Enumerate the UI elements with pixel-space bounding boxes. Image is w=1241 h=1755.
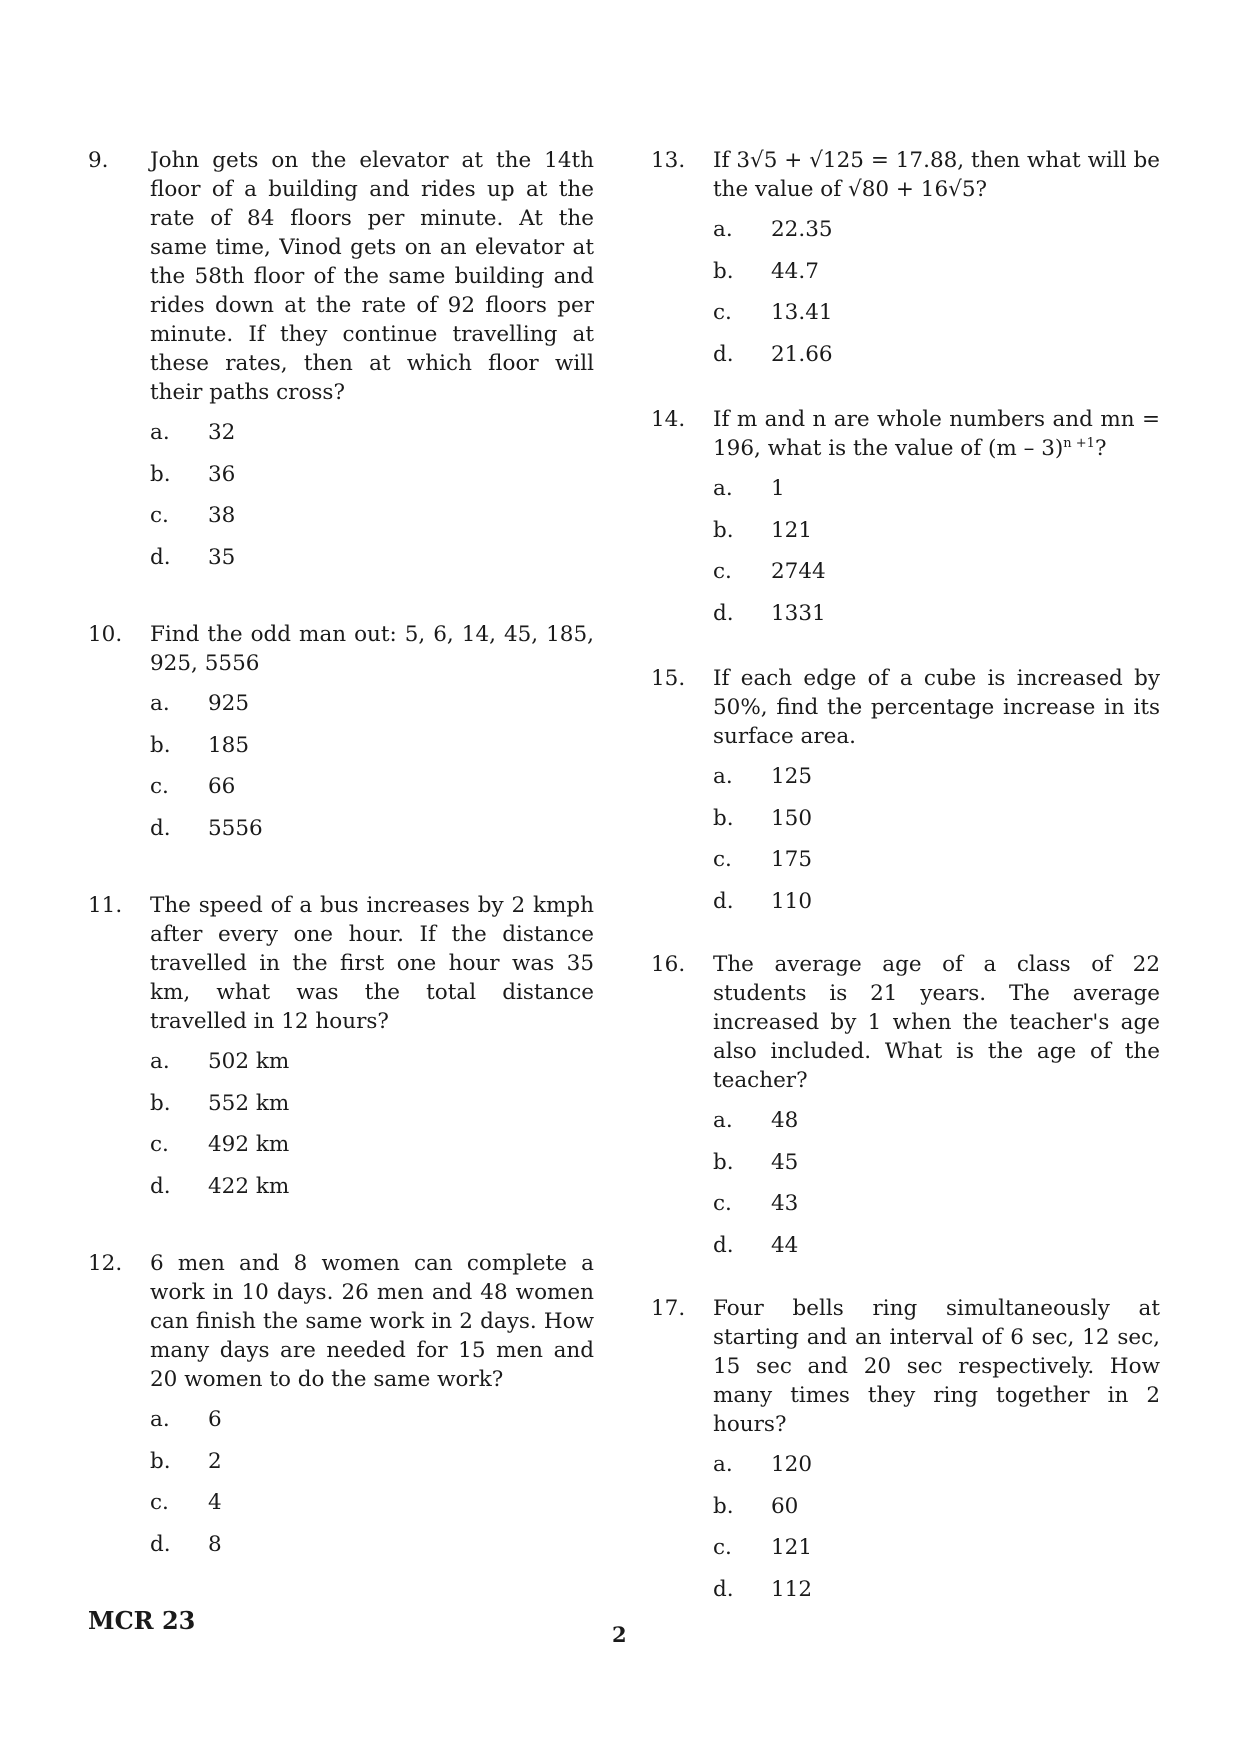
option-a [150,689,594,731]
question-text: Four bells ring simultaneously at starting and an interval of 6 sec, 12 sec, 15 sec and 20 sec respectively. How many times they ring together in 2 hours? [713,1296,1160,1437]
left-column [88,146,594,1571]
option-value: 552 km [208,1090,290,1116]
question-10 [88,620,594,855]
option-value: 121 [771,1535,813,1560]
option-label: a. [150,1049,170,1074]
option-value: 185 [208,732,250,758]
option-a [150,1047,594,1089]
option-value: 2 [208,1448,222,1474]
option-label: c. [713,1535,732,1560]
option-a [150,418,594,460]
option-value: 60 [771,1493,799,1519]
option-label: b. [713,805,734,831]
question-number: 14. [651,407,686,432]
option-value: 422 km [208,1173,290,1199]
option-value: 44 [771,1232,799,1258]
options-list [713,474,1160,640]
option-label: d. [150,1531,171,1557]
option-value: 36 [208,461,236,487]
question-17 [651,1294,1160,1616]
option-b [713,1492,1160,1534]
question-9 [88,146,594,584]
option-c [713,845,1160,887]
exponent: n +1 [1063,435,1095,451]
option-label: c. [713,847,732,872]
option-value: 8 [208,1531,222,1557]
options-list [713,1450,1160,1616]
options-list [713,762,1160,928]
option-label: b. [150,732,171,758]
question-15 [651,664,1160,928]
question-text: Find the odd man out: 5, 6, 14, 45, 185, 925, 5556 [150,622,594,676]
option-d [150,1172,594,1214]
option-label: b. [713,258,734,284]
option-label: b. [713,1493,734,1519]
option-value: 150 [771,805,813,831]
option-value: 21.66 [771,341,833,367]
option-b [713,804,1160,846]
option-b [150,460,594,502]
option-a [713,762,1160,804]
question-12 [88,1249,594,1571]
question-text-end: ? [1094,436,1107,461]
option-label: b. [150,461,171,487]
option-c [150,501,594,543]
option-c [150,772,594,814]
question-number: 9. [88,148,109,173]
option-d [713,1575,1160,1617]
option-label: d. [713,600,734,626]
option-c [150,1130,594,1172]
option-value: 35 [208,544,236,570]
option-c [713,557,1160,599]
question-11 [88,891,594,1213]
option-value: 32 [208,420,236,445]
option-c [150,1488,594,1530]
question-text: The speed of a bus increases by 2 kmph after every one hour. If the distance travelled in the first one hour was 35 km, what was the total distance travelled in 12 hours? [150,893,594,1034]
question-number: 13. [651,148,686,173]
options-list [150,1047,594,1213]
option-b [150,731,594,773]
option-label: a. [713,1108,733,1133]
options-list [150,418,594,584]
option-label: d. [150,1173,171,1199]
question-text: The average age of a class of 22 students is 21 years. The average increased by 1 when the teacher's age also included. What is the age of the teacher? [713,952,1160,1093]
options-list [150,689,594,855]
options-list [713,215,1160,381]
question-text: If 3√5 + √125 = 17.88, then what will be the value of √80 + 16√5? [713,148,1160,202]
option-a [150,1405,594,1447]
option-a [713,474,1160,516]
option-label: c. [713,559,732,584]
option-d [150,543,594,585]
option-value: 6 [208,1407,222,1432]
option-label: c. [150,774,169,799]
option-value: 45 [771,1149,799,1175]
option-label: b. [713,517,734,543]
option-value: 925 [208,691,250,716]
option-value: 502 km [208,1049,290,1074]
question-number: 16. [651,952,686,977]
options-list [150,1405,594,1571]
option-label: a. [150,420,170,445]
option-c [713,1533,1160,1575]
option-label: d. [713,1576,734,1602]
option-label: c. [150,1490,169,1515]
option-label: b. [713,1149,734,1175]
question-number: 15. [651,666,686,691]
right-column [651,146,1160,1616]
option-value: 121 [771,517,813,543]
question-number: 17. [651,1296,686,1321]
paper-code: MCR 23 [88,1606,196,1635]
options-list [713,1106,1160,1272]
option-value: 120 [771,1452,813,1477]
option-value: 22.35 [771,217,833,242]
question-number: 11. [88,893,123,918]
question-text: John gets on the elevator at the 14th floor of a building and rides up at the rate of 84 floors per minute. At the same time, Vinod gets on an elevator at the 58th floor of the same building and rides down at the rate of 92 floors per minute. If they continue travelling at these rates, then at which floor will their paths cross? [150,148,594,405]
option-d [713,340,1160,382]
option-label: a. [713,764,733,789]
option-label: b. [150,1448,171,1474]
option-value: 13.41 [771,300,833,325]
option-label: d. [713,341,734,367]
option-label: a. [150,1407,170,1432]
option-value: 125 [771,764,813,789]
option-d [150,1530,594,1572]
option-label: c. [150,503,169,528]
option-label: a. [713,1452,733,1477]
option-b [150,1447,594,1489]
question-13 [651,146,1160,381]
option-value: 175 [771,847,813,872]
option-value: 66 [208,774,236,799]
option-label: a. [150,691,170,716]
option-a [713,1106,1160,1148]
option-label: d. [713,1232,734,1258]
option-label: d. [150,544,171,570]
option-value: 1 [771,476,785,501]
option-d [713,599,1160,641]
option-b [150,1089,594,1131]
question-text: 6 men and 8 women can complete a work in 10 days. 26 men and 48 women can finish the same work in 2 days. How many days are needed for 15 men and 20 women to do the same work? [150,1251,594,1392]
option-b [713,257,1160,299]
option-c [713,298,1160,340]
option-label: a. [713,476,733,501]
option-label: c. [713,300,732,325]
page-number: 2 [612,1622,627,1647]
question-number: 10. [88,622,123,647]
option-a [713,215,1160,257]
option-value: 5556 [208,815,263,841]
option-value: 48 [771,1108,799,1133]
option-d [713,1231,1160,1273]
option-b [713,1148,1160,1190]
option-value: 44.7 [771,258,819,284]
option-value: 1331 [771,600,826,626]
option-c [713,1189,1160,1231]
question-text-main: If m and n are whole numbers and mn = 196, what is the value of (m – 3) [713,407,1160,461]
option-label: c. [713,1191,732,1216]
option-value: 492 km [208,1132,290,1157]
option-value: 38 [208,503,236,528]
question-14 [651,405,1160,640]
option-value: 4 [208,1490,222,1515]
question-16 [651,950,1160,1272]
question-text: If each edge of a cube is increased by 50%, find the percentage increase in its surface area. [713,666,1160,749]
option-value: 2744 [771,559,826,584]
question-text [713,405,1160,463]
option-a [713,1450,1160,1492]
question-number: 12. [88,1251,123,1276]
option-label: a. [713,217,733,242]
option-value: 112 [771,1576,813,1602]
option-label: d. [713,888,734,914]
option-b [713,516,1160,558]
option-label: d. [150,815,171,841]
option-value: 43 [771,1191,799,1216]
option-label: c. [150,1132,169,1157]
option-label: b. [150,1090,171,1116]
option-d [150,814,594,856]
option-d [713,887,1160,929]
option-value: 110 [771,888,813,914]
